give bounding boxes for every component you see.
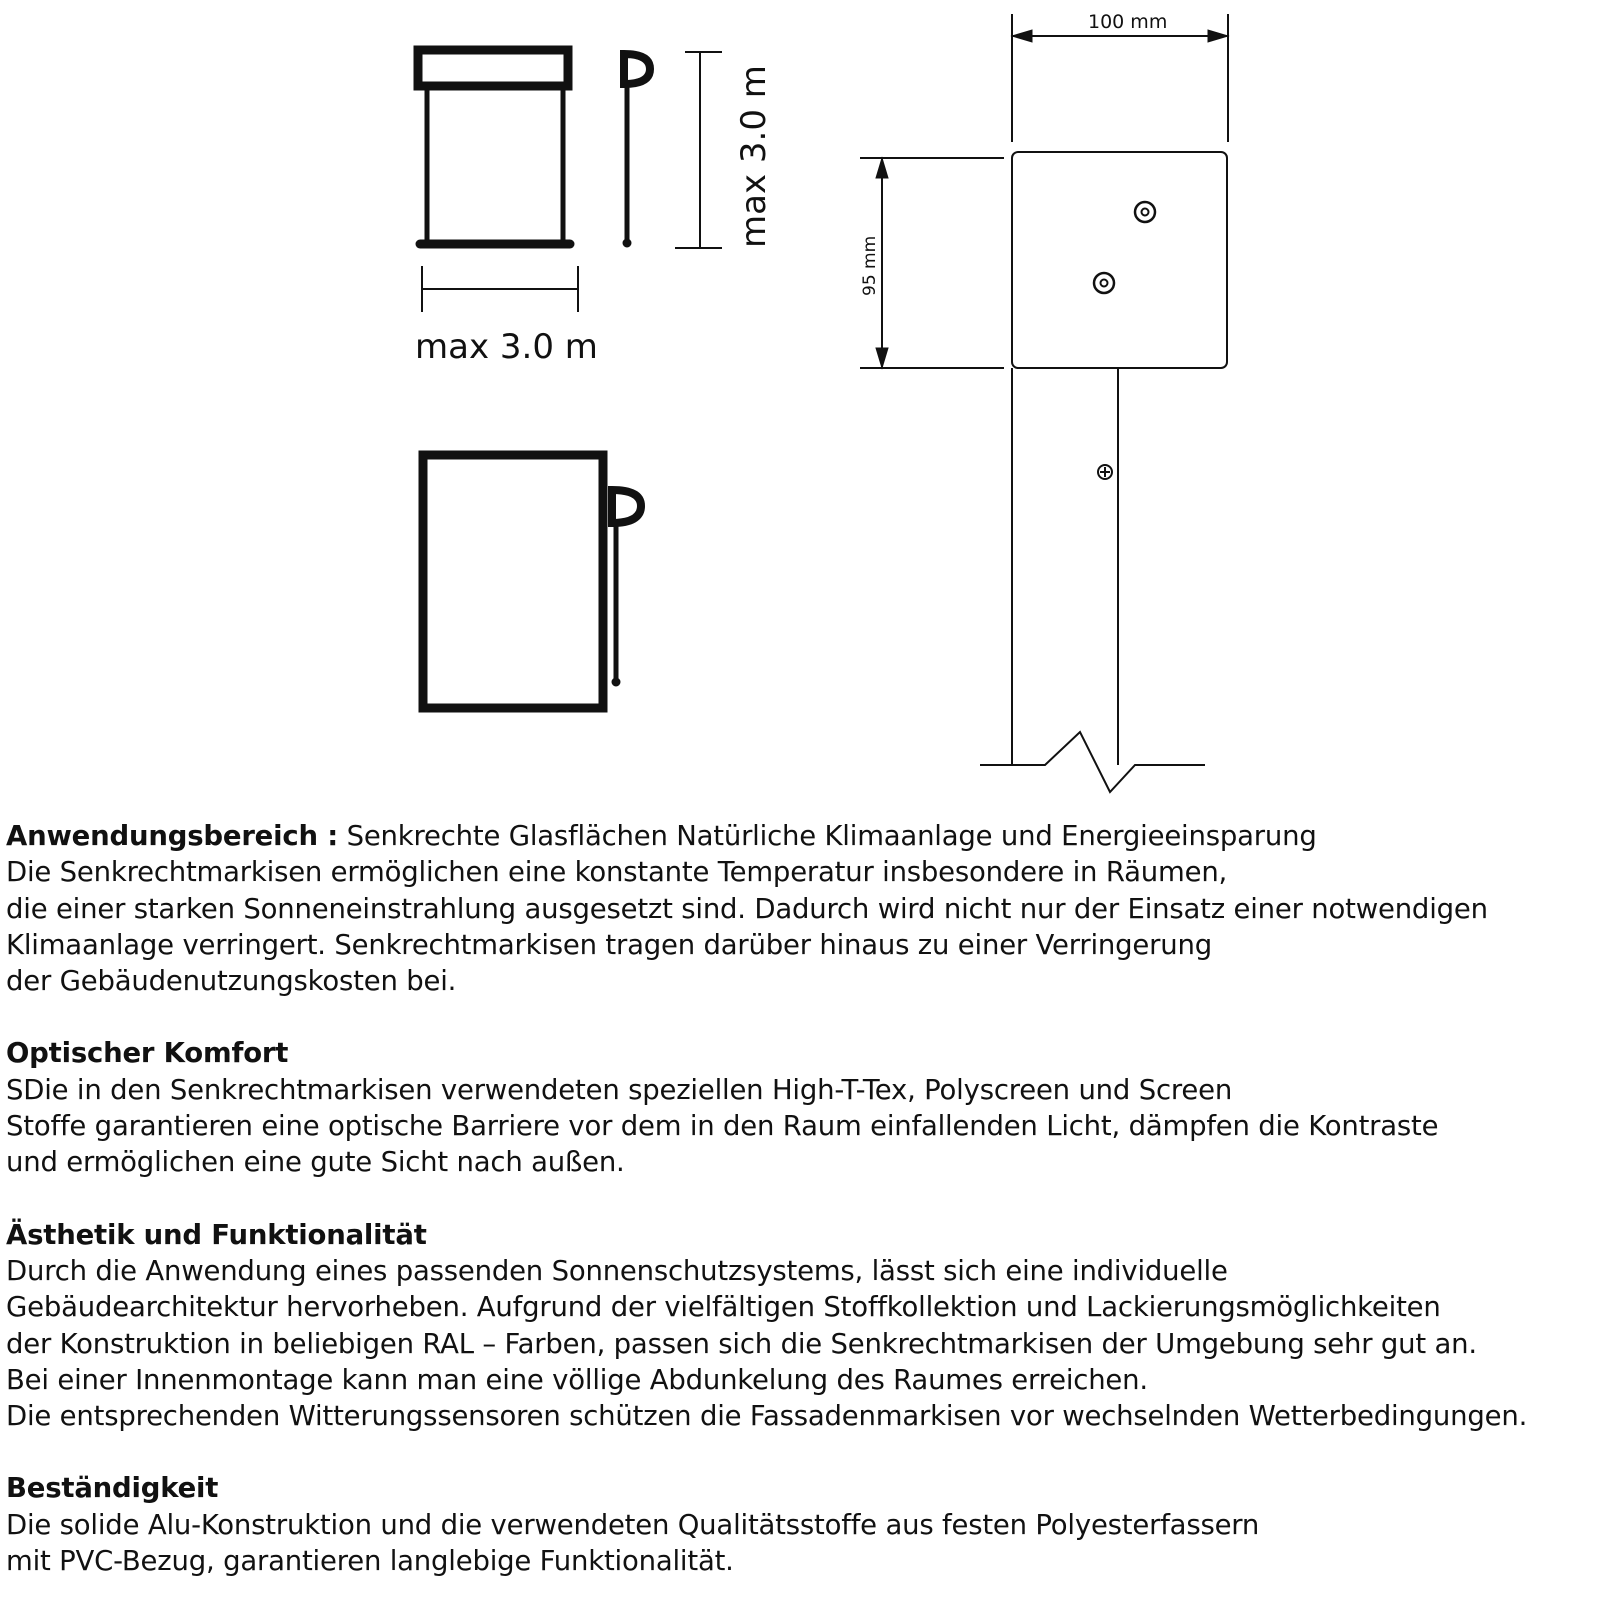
cassette-height-label: 95 mm <box>860 235 880 296</box>
section-heading: Beständigkeit <box>6 1472 219 1505</box>
section-heading: Ästhetik und Funktionalität <box>6 1218 427 1251</box>
width-dimension-label: max 3.0 m <box>415 327 598 367</box>
paragraph-line: Die entsprechenden Witterungssensoren schützen die Fassadenmarkisen vor wechselnden Wetterbedingungen. <box>6 1400 1528 1433</box>
section-optischer-komfort <box>6 1035 1596 1180</box>
paragraph-line: Durch die Anwendung eines passenden Sonnenschutzsystems, lässt sich eine individuelle <box>6 1254 1228 1287</box>
section-heading: Optischer Komfort <box>6 1037 289 1070</box>
paragraph-line: Gebäudearchitektur hervorheben. Aufgrund der vielfältigen Stoffkollektion und Lackierungsmöglichkeiten <box>6 1291 1441 1324</box>
paragraph-line: und ermöglichen eine gute Sicht nach außen. <box>6 1146 625 1179</box>
paragraph-line: Die solide Alu-Konstruktion und die verwendeten Qualitätsstoffe aus festen Polyesterfassern <box>6 1508 1260 1541</box>
paragraph-line: Stoffe garantieren eine optische Barriere vor dem in den Raum einfallenden Licht, dämpfen die Kontraste <box>6 1110 1439 1143</box>
cassette-profile-drawing <box>860 14 1228 792</box>
front-view-drawing <box>418 50 722 312</box>
paragraph-line: Senkrechte Glasflächen Natürliche Klimaanlage und Energieeinsparung <box>346 820 1317 852</box>
paragraph-line: Die Senkrechtmarkisen ermöglichen eine konstante Temperatur insbesondere in Räumen, <box>6 856 1228 889</box>
section-bestaendigkeit <box>6 1470 1596 1579</box>
paragraph-line: der Konstruktion in beliebigen RAL – Farben, passen sich die Senkrechtmarkisen der Umgebung sehr gut an. <box>6 1327 1477 1360</box>
paragraph-line: die einer starken Sonneneinstrahlung ausgesetzt sind. Dadurch wird nicht nur der Einsatz einer notwendigen <box>6 892 1488 925</box>
description-text <box>6 818 1596 1615</box>
technical-drawings <box>0 0 1600 800</box>
paragraph-line: mit PVC-Bezug, garantieren langlebige Funktionalität. <box>6 1545 734 1578</box>
paragraph-line: der Gebäudenutzungskosten bei. <box>6 965 457 998</box>
section-anwendungsbereich <box>6 818 1596 999</box>
paragraph-line: Bei einer Innenmontage kann man eine völlige Abdunkelung des Raumes erreichen. <box>6 1363 1148 1396</box>
side-view-drawing <box>423 455 641 708</box>
section-aesthetik <box>6 1217 1596 1435</box>
section-first-line <box>6 818 1596 854</box>
section-heading: Anwendungsbereich : <box>6 820 339 852</box>
paragraph-line: Klimaanlage verringert. Senkrechtmarkisen tragen darüber hinaus zu einer Verringerung <box>6 928 1212 961</box>
paragraph-line: SDie in den Senkrechtmarkisen verwendeten speziellen High-T-Tex, Polyscreen und Screen <box>6 1073 1233 1106</box>
height-dimension-label: max 3.0 m <box>734 65 774 248</box>
cassette-width-label: 100 mm <box>1088 11 1168 33</box>
